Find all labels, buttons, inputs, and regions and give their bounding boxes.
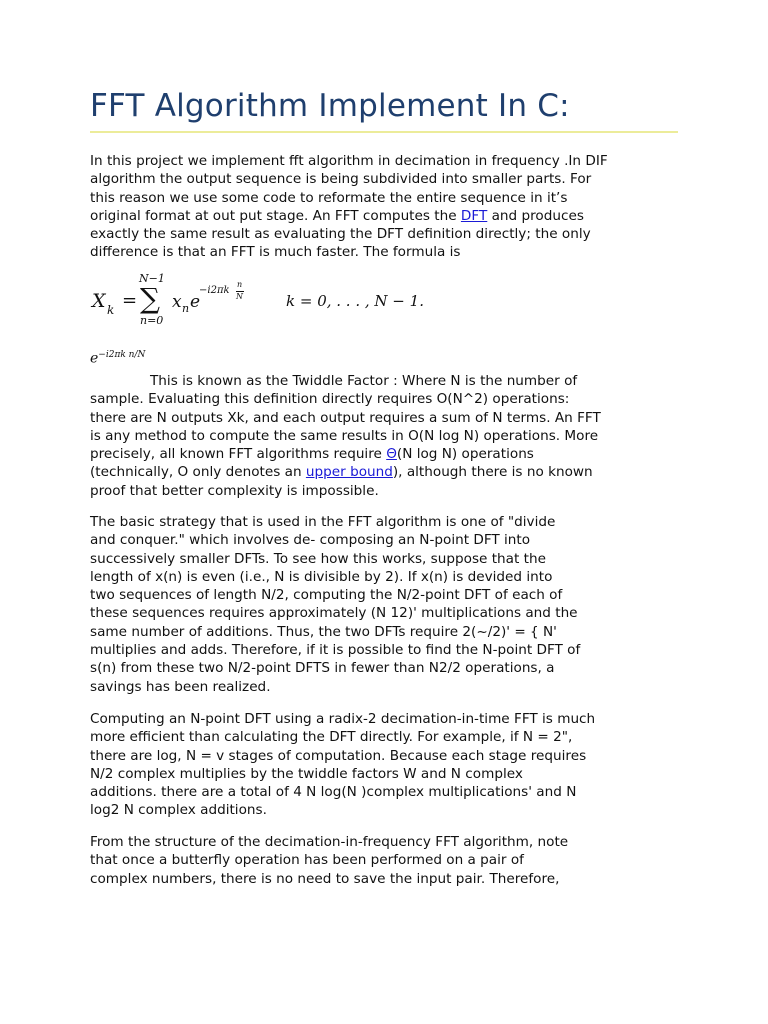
formula-n-subscript: n bbox=[182, 302, 190, 315]
formula-exponent: −i2πk bbox=[199, 285, 230, 296]
formula-x: x bbox=[172, 292, 182, 312]
twiddle-e: e bbox=[90, 350, 99, 367]
text-line: proof that better complexity is impossible. bbox=[90, 482, 379, 499]
text-line: exactly the same result as evaluating the DFT definition directly; the only bbox=[90, 226, 591, 243]
text-line bbox=[90, 207, 680, 225]
text-line: same number of additions. Thus, the two DFTs require 2(~/2)' = { N' bbox=[90, 623, 557, 640]
text-line: multiplies and adds. Therefore, if it is possible to find the N-point DFT of bbox=[90, 642, 581, 659]
dft-link[interactable]: DFT bbox=[460, 207, 488, 224]
theta-link[interactable]: Θ bbox=[386, 446, 397, 463]
text-line: two sequences of length N/2, computing the N/2-point DFT of each of bbox=[90, 587, 563, 604]
text-line: s(n) from these two N/2-point DFTS in fewer than N2/2 operations, a bbox=[90, 660, 555, 677]
formula-frac-denominator: N bbox=[236, 292, 243, 301]
text-line: algorithm the output sequence is being subdivided into smaller parts. For bbox=[90, 171, 592, 188]
text-line: In this project we implement fft algorithm in decimation in frequency .In DIF bbox=[90, 153, 608, 169]
text-line: savings has been realized. bbox=[90, 678, 271, 695]
radix-paragraph bbox=[90, 710, 680, 820]
formula-range: k = 0, . . . , N − 1. bbox=[286, 292, 424, 310]
formula-lower-limit: n=0 bbox=[140, 314, 164, 327]
formula-X: X bbox=[92, 290, 106, 312]
text-line: difference is that an FFT is much faster. The formula is bbox=[90, 244, 461, 261]
text-line: From the structure of the decimation-in-frequency FFT algorithm, note bbox=[90, 834, 569, 850]
text-line: successively smaller DFTs. To see how this works, suppose that the bbox=[90, 550, 546, 567]
twiddle-expression bbox=[90, 350, 145, 367]
text-line: these sequences requires approximately (N 12)' multiplications and the bbox=[90, 605, 578, 622]
text-line: log2 N complex additions. bbox=[90, 802, 267, 819]
text-line: and conquer." which involves de- composing an N-point DFT into bbox=[90, 532, 531, 549]
text-segment: This is known as the Twiddle Factor : Where N is the number of bbox=[150, 373, 578, 389]
formula-sigma: ∑ bbox=[140, 282, 160, 315]
text-line: The basic strategy that is used in the FFT algorithm is one of "divide bbox=[90, 514, 556, 530]
text-segment: ), although there is no known bbox=[392, 464, 593, 481]
text-line: more efficient than calculating the DFT directly. For example, if N = 2", bbox=[90, 729, 573, 746]
text-line bbox=[90, 372, 680, 390]
text-line: there are log, N = v stages of computation. Because each stage requires bbox=[90, 747, 587, 764]
upper-bound-link[interactable]: upper bound bbox=[305, 464, 393, 481]
formula-upper-limit: N−1 bbox=[139, 272, 165, 285]
text-line: additions. there are a total of 4 N log(N )complex multiplications' and N bbox=[90, 784, 577, 801]
text-line: this reason we use some code to reformate the entire sequence in it’s bbox=[90, 189, 568, 206]
text-line: is any method to compute the same results in O(N log N) operations. More bbox=[90, 427, 599, 444]
text-segment: and produces bbox=[487, 207, 584, 224]
twiddle-exponent: −i2πk n/N bbox=[98, 350, 146, 360]
text-segment: precisely, all known FFT algorithms require bbox=[90, 446, 387, 463]
text-line: N/2 complex multiplies by the twiddle factors W and N complex bbox=[90, 765, 523, 782]
text-line: sample. Evaluating this definition directly requires O(N^2) operations: bbox=[90, 391, 570, 408]
strategy-paragraph bbox=[90, 513, 680, 696]
formula-k-subscript: k bbox=[107, 303, 115, 317]
intro-paragraph bbox=[90, 152, 680, 262]
text-segment: (N log N) operations bbox=[396, 446, 534, 463]
formula-frac-numerator: n bbox=[237, 280, 243, 289]
text-line: Computing an N-point DFT using a radix-2 decimation-in-time FFT is much bbox=[90, 711, 596, 727]
text-segment: (technically, O only denotes an bbox=[90, 464, 306, 481]
formula-e: e bbox=[190, 292, 201, 312]
formula-equals: = bbox=[122, 290, 138, 311]
title-underline bbox=[90, 131, 678, 133]
twiddle-paragraph bbox=[90, 372, 680, 500]
text-line bbox=[90, 463, 680, 481]
text-line: that once a butterfly operation has been performed on a pair of bbox=[90, 852, 524, 869]
dft-formula bbox=[92, 272, 432, 330]
text-line: there are N outputs Xk, and each output requires a sum of N terms. An FFT bbox=[90, 409, 601, 426]
text-line bbox=[90, 445, 680, 463]
text-line: length of x(n) is even (i.e., N is divisible by 2). If x(n) is devided into bbox=[90, 568, 553, 585]
text-line: complex numbers, there is no need to save the input pair. Therefore, bbox=[90, 870, 560, 887]
document-title: FFT Algorithm Implement In C: bbox=[90, 88, 570, 124]
text-segment: original format at out put stage. An FFT computes the bbox=[90, 207, 461, 224]
structure-paragraph bbox=[90, 833, 680, 888]
